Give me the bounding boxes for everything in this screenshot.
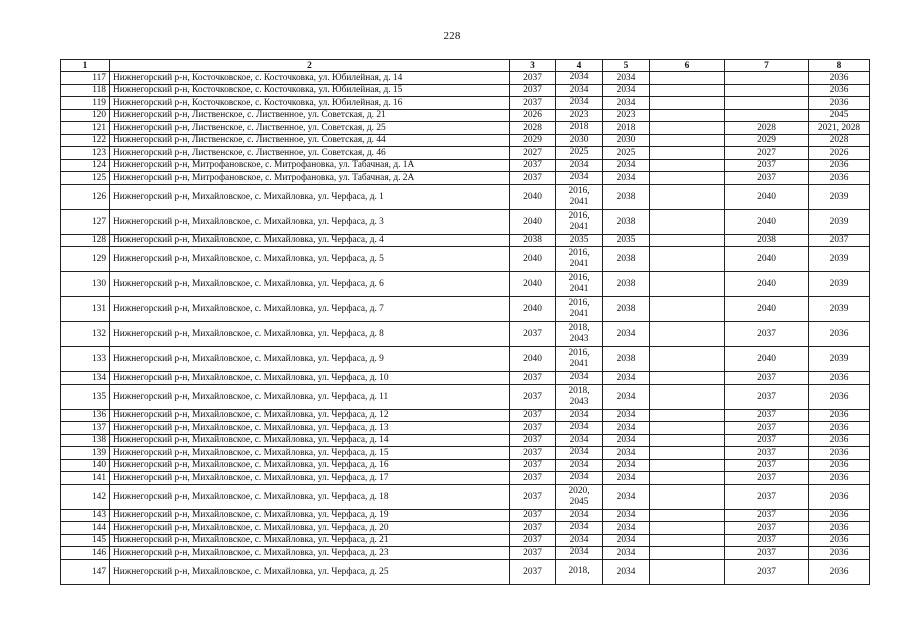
col-4-value: 2034 [556, 522, 603, 535]
col-8-value: 2036 [809, 559, 870, 584]
col-5-value: 2034 [603, 172, 650, 185]
col-7-value: 2037 [725, 447, 809, 460]
table-body [61, 72, 870, 585]
col-7-value: 2038 [725, 234, 809, 247]
col-5-value: 2034 [603, 447, 650, 460]
col-6-value [650, 97, 725, 110]
col-5-value: 2034 [603, 84, 650, 97]
col-3-value: 2037 [510, 559, 556, 584]
col-3-value: 2037 [510, 534, 556, 547]
col-4-value: 2034 [556, 422, 603, 435]
col-4-value: 2016, 2041 [556, 272, 603, 297]
col-7-value [725, 84, 809, 97]
column-header: 6 [650, 60, 725, 72]
row-number: 138 [61, 434, 110, 447]
row-number: 147 [61, 559, 110, 584]
col-7-value: 2037 [725, 422, 809, 435]
address: Нижнегорский р-н, Михайловское, с. Михайловка, ул. Черфаса, д. 5 [110, 247, 510, 272]
address: Нижнегорский р-н, Михайловское, с. Михайловка, ул. Черфаса, д. 11 [110, 384, 510, 409]
address: Нижнегорский р-н, Михайловское, с. Михайловка, ул. Черфаса, д. 8 [110, 322, 510, 347]
col-7-value [725, 72, 809, 85]
col-8-value: 2036 [809, 509, 870, 522]
col-6-value [650, 272, 725, 297]
row-number: 136 [61, 409, 110, 422]
table-row [61, 84, 870, 97]
col-4-value: 2034 [556, 459, 603, 472]
col-4-value: 2018, 2043 [556, 322, 603, 347]
table-row [61, 472, 870, 485]
col-5-value: 2034 [603, 522, 650, 535]
col-3-value: 2037 [510, 509, 556, 522]
col-6-value [650, 209, 725, 234]
col-4-value: 2016, 2041 [556, 184, 603, 209]
address: Нижнегорский р-н, Михайловское, с. Михайловка, ул. Черфаса, д. 16 [110, 459, 510, 472]
col-5-value: 2038 [603, 347, 650, 372]
col-3-value: 2037 [510, 72, 556, 85]
column-header: 4 [556, 60, 603, 72]
row-number: 119 [61, 97, 110, 110]
address: Нижнегорский р-н, Михайловское, с. Михайловка, ул. Черфаса, д. 1 [110, 184, 510, 209]
col-7-value: 2027 [725, 147, 809, 160]
col-5-value: 2034 [603, 384, 650, 409]
row-number: 133 [61, 347, 110, 372]
column-header: 8 [809, 60, 870, 72]
col-3-value: 2037 [510, 384, 556, 409]
col-8-value: 2026 [809, 147, 870, 160]
col-6-value [650, 109, 725, 122]
col-8-value: 2036 [809, 459, 870, 472]
address: Нижнегорский р-н, Михайловское, с. Михайловка, ул. Черфаса, д. 4 [110, 234, 510, 247]
col-7-value: 2037 [725, 322, 809, 347]
col-8-value: 2036 [809, 84, 870, 97]
col-8-value: 2039 [809, 209, 870, 234]
col-5-value: 2034 [603, 434, 650, 447]
col-3-value: 2037 [510, 422, 556, 435]
col-7-value: 2037 [725, 547, 809, 560]
col-3-value: 2040 [510, 247, 556, 272]
col-6-value [650, 159, 725, 172]
table-row [61, 509, 870, 522]
col-3-value: 2037 [510, 547, 556, 560]
data-table [60, 59, 870, 585]
col-3-value: 2037 [510, 447, 556, 460]
col-3-value: 2029 [510, 134, 556, 147]
col-6-value [650, 547, 725, 560]
col-4-value: 2016, 2041 [556, 297, 603, 322]
table-row [61, 159, 870, 172]
col-3-value: 2028 [510, 122, 556, 135]
row-number: 124 [61, 159, 110, 172]
col-7-value [725, 97, 809, 110]
col-4-value: 2034 [556, 472, 603, 485]
col-6-value [650, 147, 725, 160]
col-6-value [650, 522, 725, 535]
table-row [61, 422, 870, 435]
row-number: 118 [61, 84, 110, 97]
table-header-row [61, 60, 870, 72]
address: Нижнегорский р-н, Лиственское, с. Лиственное, ул. Советская, д. 25 [110, 122, 510, 135]
col-3-value: 2037 [510, 434, 556, 447]
col-5-value: 2038 [603, 184, 650, 209]
col-7-value: 2037 [725, 509, 809, 522]
col-4-value: 2034 [556, 97, 603, 110]
col-5-value: 2034 [603, 472, 650, 485]
column-header: 3 [510, 60, 556, 72]
table-row [61, 384, 870, 409]
col-7-value: 2037 [725, 172, 809, 185]
col-5-value: 2034 [603, 534, 650, 547]
col-6-value [650, 484, 725, 509]
col-6-value [650, 422, 725, 435]
address: Нижнегорский р-н, Михайловское, с. Михайловка, ул. Черфаса, д. 21 [110, 534, 510, 547]
col-8-value: 2037 [809, 234, 870, 247]
table-row [61, 147, 870, 160]
row-number: 135 [61, 384, 110, 409]
row-number: 134 [61, 372, 110, 385]
col-5-value: 2034 [603, 484, 650, 509]
address: Нижнегорский р-н, Михайловское, с. Михайловка, ул. Черфаса, д. 14 [110, 434, 510, 447]
address: Нижнегорский р-н, Михайловское, с. Михайловка, ул. Черфаса, д. 12 [110, 409, 510, 422]
table-row [61, 297, 870, 322]
col-6-value [650, 472, 725, 485]
col-7-value: 2040 [725, 184, 809, 209]
col-3-value: 2026 [510, 109, 556, 122]
col-8-value: 2036 [809, 172, 870, 185]
col-7-value: 2040 [725, 209, 809, 234]
address: Нижнегорский р-н, Михайловское, с. Михайловка, ул. Черфаса, д. 25 [110, 559, 510, 584]
table-row [61, 534, 870, 547]
col-8-value: 2045 [809, 109, 870, 122]
col-4-value: 2016, 2041 [556, 347, 603, 372]
row-number: 126 [61, 184, 110, 209]
col-5-value: 2034 [603, 97, 650, 110]
col-7-value: 2040 [725, 347, 809, 372]
col-3-value: 2037 [510, 172, 556, 185]
column-header: 7 [725, 60, 809, 72]
col-4-value: 2018, [556, 559, 603, 584]
col-4-value: 2018 [556, 122, 603, 135]
col-8-value: 2036 [809, 472, 870, 485]
col-6-value [650, 459, 725, 472]
col-5-value: 2025 [603, 147, 650, 160]
row-number: 132 [61, 322, 110, 347]
table-row [61, 372, 870, 385]
table-row [61, 97, 870, 110]
address: Нижнегорский р-н, Михайловское, с. Михайловка, ул. Черфаса, д. 18 [110, 484, 510, 509]
col-6-value [650, 84, 725, 97]
address: Нижнегорский р-н, Митрофановское, с. Митрофановка, ул. Табачная, д. 2А [110, 172, 510, 185]
table-row [61, 459, 870, 472]
col-5-value: 2034 [603, 159, 650, 172]
table-row [61, 322, 870, 347]
col-5-value: 2023 [603, 109, 650, 122]
table-row [61, 109, 870, 122]
col-3-value: 2037 [510, 322, 556, 347]
col-5-value: 2038 [603, 272, 650, 297]
col-8-value: 2036 [809, 522, 870, 535]
col-4-value: 2034 [556, 172, 603, 185]
col-8-value: 2039 [809, 184, 870, 209]
row-number: 140 [61, 459, 110, 472]
col-3-value: 2040 [510, 209, 556, 234]
col-7-value: 2037 [725, 472, 809, 485]
col-3-value: 2040 [510, 272, 556, 297]
col-3-value: 2037 [510, 484, 556, 509]
table-row [61, 72, 870, 85]
row-number: 146 [61, 547, 110, 560]
col-3-value: 2040 [510, 184, 556, 209]
column-header: 1 [61, 60, 110, 72]
table-row [61, 559, 870, 584]
col-7-value: 2037 [725, 372, 809, 385]
col-5-value: 2038 [603, 247, 650, 272]
row-number: 128 [61, 234, 110, 247]
col-6-value [650, 247, 725, 272]
col-8-value: 2036 [809, 97, 870, 110]
col-8-value: 2036 [809, 322, 870, 347]
table-row [61, 409, 870, 422]
col-7-value: 2029 [725, 134, 809, 147]
col-4-value: 2034 [556, 534, 603, 547]
col-6-value [650, 172, 725, 185]
col-8-value: 2036 [809, 409, 870, 422]
col-5-value: 2034 [603, 372, 650, 385]
row-number: 121 [61, 122, 110, 135]
address: Нижнегорский р-н, Михайловское, с. Михайловка, ул. Черфаса, д. 7 [110, 297, 510, 322]
col-6-value [650, 72, 725, 85]
row-number: 123 [61, 147, 110, 160]
row-number: 127 [61, 209, 110, 234]
col-4-value: 2035 [556, 234, 603, 247]
table-row [61, 547, 870, 560]
table-row [61, 209, 870, 234]
row-number: 145 [61, 534, 110, 547]
address: Нижнегорский р-н, Лиственское, с. Лиственное, ул. Советская, д. 46 [110, 147, 510, 160]
col-6-value [650, 372, 725, 385]
col-6-value [650, 509, 725, 522]
col-7-value: 2037 [725, 434, 809, 447]
col-8-value: 2036 [809, 447, 870, 460]
table-row [61, 247, 870, 272]
col-5-value: 2034 [603, 322, 650, 347]
col-5-value: 2034 [603, 422, 650, 435]
col-5-value: 2034 [603, 459, 650, 472]
col-6-value [650, 434, 725, 447]
col-8-value: 2028 [809, 134, 870, 147]
col-8-value: 2036 [809, 484, 870, 509]
col-8-value: 2036 [809, 547, 870, 560]
table-row [61, 447, 870, 460]
col-8-value: 2036 [809, 384, 870, 409]
address: Нижнегорский р-н, Косточковское, с. Косточковка, ул. Юбилейная, д. 15 [110, 84, 510, 97]
col-5-value: 2018 [603, 122, 650, 135]
col-7-value: 2037 [725, 534, 809, 547]
col-4-value: 2016, 2041 [556, 209, 603, 234]
col-4-value: 2034 [556, 72, 603, 85]
address: Нижнегорский р-н, Михайловское, с. Михайловка, ул. Черфаса, д. 6 [110, 272, 510, 297]
table-row [61, 484, 870, 509]
address: Нижнегорский р-н, Михайловское, с. Михайловка, ул. Черфаса, д. 9 [110, 347, 510, 372]
col-6-value [650, 297, 725, 322]
col-4-value: 2034 [556, 159, 603, 172]
row-number: 130 [61, 272, 110, 297]
col-6-value [650, 534, 725, 547]
table-row [61, 122, 870, 135]
col-4-value: 2016, 2041 [556, 247, 603, 272]
col-7-value: 2037 [725, 459, 809, 472]
col-4-value: 2034 [556, 84, 603, 97]
col-7-value: 2040 [725, 247, 809, 272]
col-7-value: 2028 [725, 122, 809, 135]
col-3-value: 2038 [510, 234, 556, 247]
col-8-value: 2036 [809, 72, 870, 85]
table-row [61, 522, 870, 535]
col-3-value: 2037 [510, 372, 556, 385]
col-3-value: 2037 [510, 409, 556, 422]
row-number: 141 [61, 472, 110, 485]
col-8-value: 2036 [809, 422, 870, 435]
col-6-value [650, 409, 725, 422]
address: Нижнегорский р-н, Михайловское, с. Михайловка, ул. Черфаса, д. 23 [110, 547, 510, 560]
address: Нижнегорский р-н, Косточковское, с. Косточковка, ул. Юбилейная, д. 16 [110, 97, 510, 110]
col-4-value: 2034 [556, 509, 603, 522]
col-7-value: 2037 [725, 409, 809, 422]
table-row [61, 347, 870, 372]
col-8-value: 2036 [809, 372, 870, 385]
col-6-value [650, 184, 725, 209]
col-4-value: 2025 [556, 147, 603, 160]
col-4-value: 2018, 2043 [556, 384, 603, 409]
col-4-value: 2034 [556, 547, 603, 560]
col-6-value [650, 559, 725, 584]
col-3-value: 2027 [510, 147, 556, 160]
col-5-value: 2035 [603, 234, 650, 247]
col-6-value [650, 134, 725, 147]
col-6-value [650, 447, 725, 460]
column-header: 5 [603, 60, 650, 72]
col-6-value [650, 322, 725, 347]
col-8-value: 2021, 2028 [809, 122, 870, 135]
address: Нижнегорский р-н, Михайловское, с. Михайловка, ул. Черфаса, д. 13 [110, 422, 510, 435]
col-4-value: 2020, 2045 [556, 484, 603, 509]
row-number: 144 [61, 522, 110, 535]
col-3-value: 2037 [510, 84, 556, 97]
address: Нижнегорский р-н, Михайловское, с. Михайловка, ул. Черфаса, д. 3 [110, 209, 510, 234]
address: Нижнегорский р-н, Косточковское, с. Косточковка, ул. Юбилейная, д. 14 [110, 72, 510, 85]
col-5-value: 2038 [603, 209, 650, 234]
col-7-value: 2040 [725, 272, 809, 297]
address: Нижнегорский р-н, Михайловское, с. Михайловка, ул. Черфаса, д. 19 [110, 509, 510, 522]
col-7-value: 2037 [725, 559, 809, 584]
col-3-value: 2040 [510, 297, 556, 322]
col-3-value: 2037 [510, 522, 556, 535]
row-number: 143 [61, 509, 110, 522]
row-number: 142 [61, 484, 110, 509]
col-3-value: 2037 [510, 97, 556, 110]
col-3-value: 2040 [510, 347, 556, 372]
col-6-value [650, 347, 725, 372]
col-7-value: 2037 [725, 484, 809, 509]
row-number: 125 [61, 172, 110, 185]
col-3-value: 2037 [510, 472, 556, 485]
col-7-value [725, 109, 809, 122]
col-5-value: 2034 [603, 409, 650, 422]
col-5-value: 2030 [603, 134, 650, 147]
row-number: 137 [61, 422, 110, 435]
page-number: 228 [443, 30, 461, 42]
col-5-value: 2034 [603, 547, 650, 560]
col-8-value: 2036 [809, 434, 870, 447]
col-4-value: 2023 [556, 109, 603, 122]
col-8-value: 2039 [809, 272, 870, 297]
address: Нижнегорский р-н, Михайловское, с. Михайловка, ул. Черфаса, д. 10 [110, 372, 510, 385]
row-number: 131 [61, 297, 110, 322]
row-number: 139 [61, 447, 110, 460]
table-row [61, 184, 870, 209]
col-6-value [650, 384, 725, 409]
address: Нижнегорский р-н, Лиственское, с. Лиственное, ул. Советская, д. 44 [110, 134, 510, 147]
col-7-value: 2037 [725, 384, 809, 409]
col-8-value: 2039 [809, 297, 870, 322]
row-number: 129 [61, 247, 110, 272]
col-8-value: 2036 [809, 534, 870, 547]
address: Нижнегорский р-н, Михайловское, с. Михайловка, ул. Черфаса, д. 20 [110, 522, 510, 535]
table-row [61, 434, 870, 447]
col-5-value: 2034 [603, 72, 650, 85]
col-7-value: 2040 [725, 297, 809, 322]
col-6-value [650, 234, 725, 247]
col-4-value: 2034 [556, 372, 603, 385]
address: Нижнегорский р-н, Михайловское, с. Михайловка, ул. Черфаса, д. 15 [110, 447, 510, 460]
column-header: 2 [110, 60, 510, 72]
table-row [61, 234, 870, 247]
col-7-value: 2037 [725, 159, 809, 172]
table-row [61, 272, 870, 297]
col-4-value: 2034 [556, 447, 603, 460]
col-4-value: 2034 [556, 409, 603, 422]
col-3-value: 2037 [510, 459, 556, 472]
address: Нижнегорский р-н, Митрофановское, с. Митрофановка, ул. Табачная, д. 1А [110, 159, 510, 172]
col-8-value: 2039 [809, 247, 870, 272]
col-7-value: 2037 [725, 522, 809, 535]
col-5-value: 2034 [603, 509, 650, 522]
col-4-value: 2030 [556, 134, 603, 147]
row-number: 122 [61, 134, 110, 147]
address: Нижнегорский р-н, Лиственское, с. Лиственное, ул. Советская, д. 21 [110, 109, 510, 122]
table-row [61, 172, 870, 185]
col-3-value: 2037 [510, 159, 556, 172]
col-8-value: 2036 [809, 159, 870, 172]
col-5-value: 2034 [603, 559, 650, 584]
col-5-value: 2038 [603, 297, 650, 322]
address: Нижнегорский р-н, Михайловское, с. Михайловка, ул. Черфаса, д. 17 [110, 472, 510, 485]
col-8-value: 2039 [809, 347, 870, 372]
col-6-value [650, 122, 725, 135]
row-number: 117 [61, 72, 110, 85]
col-4-value: 2034 [556, 434, 603, 447]
row-number: 120 [61, 109, 110, 122]
table-row [61, 134, 870, 147]
